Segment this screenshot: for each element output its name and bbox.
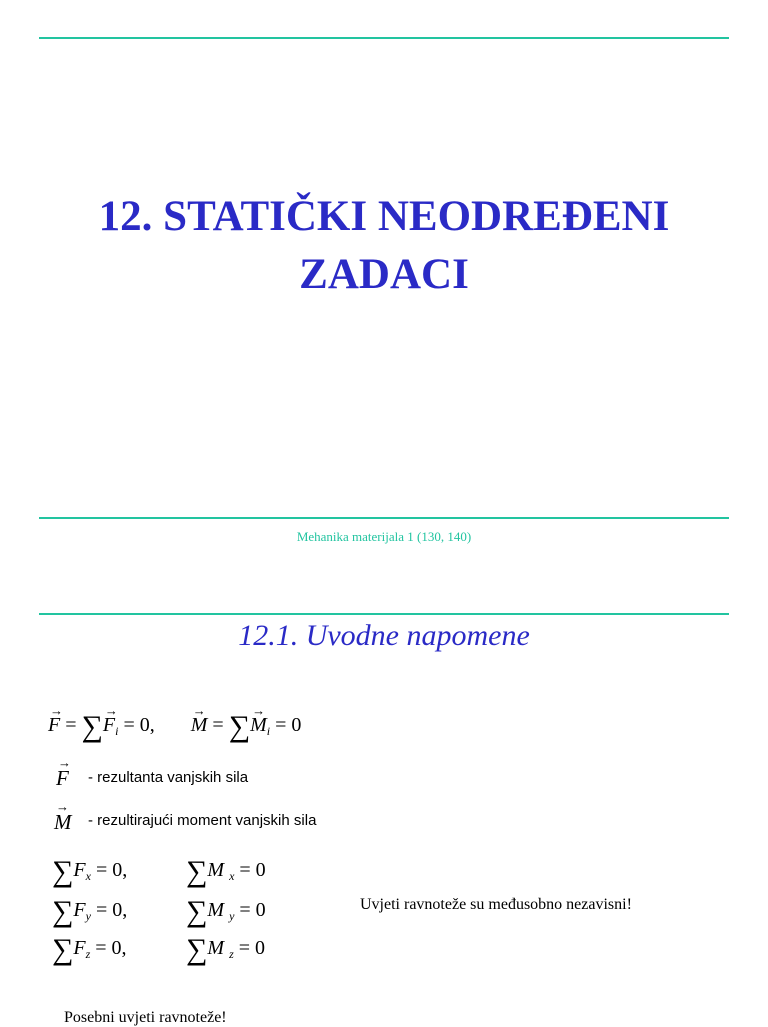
section-heading: 12.1. Uvodne napomene [238, 619, 530, 652]
equation-row-z: $\sum F_z = 0$, ∑M $_z$ = 0 [52, 933, 266, 966]
equation-row-x: $\sum F_x = 0$, ∑M $_x$ = 0 [52, 855, 266, 888]
title-line-2: ZADACI [299, 251, 469, 298]
slide2-top-rule [39, 613, 729, 615]
equilibrium-equation: → F = ∑→ $F_i = 0,\to M$ = ∑→ $M_i = 0$ [48, 712, 301, 742]
moment-vector-symbol: → M [54, 810, 72, 835]
top-rule [39, 37, 729, 39]
title-line-1: 12. STATIČKI NEODREĐENI [98, 193, 670, 240]
special-conditions-heading: Posebni uvjeti ravnoteže! [64, 1009, 227, 1026]
force-vector-symbol: → F [56, 766, 69, 791]
footer-rule [39, 517, 729, 519]
equation-row-y: $\sum F_y = 0$, ∑M $_y$ = 0 [52, 895, 266, 928]
independence-note: Uvjeti ravnoteže su međusobno nezavisni! [360, 896, 632, 913]
force-description: - rezultanta vanjskih sila [88, 769, 249, 786]
moment-description: - rezultirajući moment vanjskih sila [88, 812, 317, 829]
slide-footer: Mehanika materijala 1 (130, 140) [296, 529, 472, 544]
slide-title [0, 188, 768, 304]
